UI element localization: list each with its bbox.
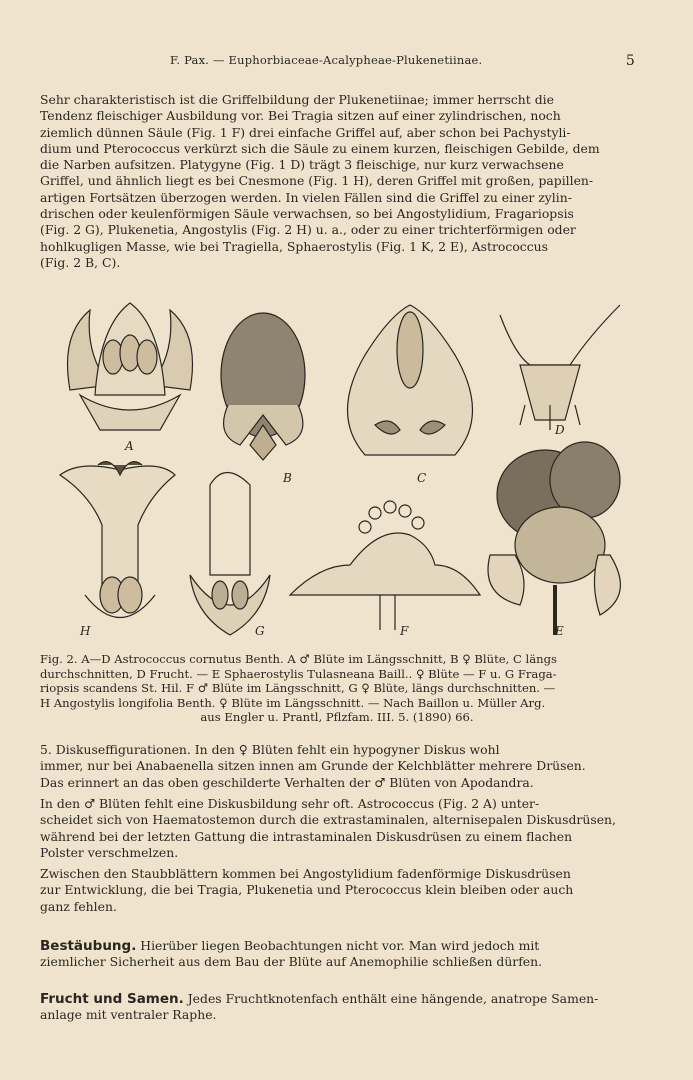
- figure-label-a: A: [125, 439, 134, 453]
- text-line: Jedes Fruchtknotenfach enthält eine hängende, anatrope Samen-: [183, 991, 599, 1006]
- illustration-a: [68, 303, 193, 430]
- text-line: (Fig. 2 G), Plukenetia, Angostylis (Fig. 2 H) u. a., oder zu einer trichterförmigen oder: [40, 222, 576, 238]
- section-diskus-paragraph-3: [40, 866, 634, 915]
- section-diskus-paragraph-1: [40, 742, 634, 791]
- frucht-paragraph: [40, 991, 634, 1024]
- text-line: zur Entwicklung, die bei Tragia, Plukenetia und Pterococcus klein bleiben oder auch: [40, 882, 574, 898]
- text-line: dium und Pterococcus verkürzt sich die Säule zu einem kurzen, fleischigen Gebilde, dem: [40, 140, 600, 156]
- caption-line: H Angostylis longifolia Benth. ♀ Blüte im Längsschnitt. — Nach Baillon u. Müller Arg.: [40, 695, 546, 710]
- text-line: 5. Diskuseffigurationen. In den ♀ Blüten fehlt ein hypogyner Diskus wohl: [40, 742, 500, 757]
- text-line: die Narben aufsitzen. Platygyne (Fig. 1 D) trägt 3 fleischige, nur kurz verwachsene: [40, 157, 564, 173]
- text-line: artigen Fortsätzen überzogen werden. In vielen Fällen sind die Griffel zu einer zylin-: [40, 189, 572, 205]
- illustration-h: [60, 462, 175, 618]
- figure-label-c: C: [417, 471, 427, 485]
- text-line: ziemlicher Sicherheit aus dem Bau der Blüte auf Anemophilie schließen dürfen.: [40, 954, 543, 970]
- figure-label-h: H: [80, 624, 91, 638]
- illustration-c: [348, 305, 473, 455]
- intro-paragraph: [40, 92, 634, 271]
- text-line: In den ♂ Blüten fehlt eine Diskusbildung sehr oft. Astrococcus (Fig. 2 A) unter-: [40, 796, 540, 811]
- figure-label-d: D: [555, 423, 565, 437]
- illustration-e: [488, 442, 620, 635]
- text-line: Das erinnert an das oben geschilderte Verhalten der ♂ Blüten von Apodandra.: [40, 774, 534, 790]
- figure-label-e: E: [555, 624, 564, 638]
- running-head-title: F. Pax. — Euphorbiaceae-Acalypheae-Plukenetiinae.: [170, 53, 483, 67]
- figure-caption: [40, 652, 634, 725]
- text-line: Sehr charakteristisch ist die Griffelbildung der Plukenetiinae; immer herrscht die: [40, 92, 554, 107]
- text-line: drischen oder keulenförmigen Säule verwachsen, so bei Angostylidium, Fragariopsis: [40, 206, 574, 222]
- text-line: Polster verschmelzen.: [40, 844, 179, 860]
- page-number: 5: [625, 53, 635, 69]
- text-line: (Fig. 2 B, C).: [40, 254, 121, 270]
- text-line: ganz fehlen.: [40, 898, 117, 914]
- text-line: immer, nur bei Anabaenella sitzen innen am Grunde der Kelchblätter mehrere Drüsen.: [40, 758, 586, 774]
- illustration-b: [221, 313, 305, 460]
- figure-label-b: B: [283, 471, 292, 485]
- illustration-g: [190, 473, 270, 636]
- caption-line: Fig. 2. A—D Astrococcus cornutus Benth. A ♂ Blüte im Längsschnitt, B ♀ Blüte, C längs: [40, 652, 557, 666]
- figure-label-f: F: [400, 624, 409, 638]
- text-line: Zwischen den Staubblättern kommen bei Angostylidium fadenförmige Diskusdrüsen: [40, 866, 571, 881]
- text-line: scheidet sich von Haematostemon durch die extrastaminalen, alternisepalen Diskusdrüsen,: [40, 812, 616, 828]
- caption-line: aus Engler u. Prantl, Pflzfam. III. 5. (1890) 66.: [200, 710, 474, 725]
- figure-plate: [50, 295, 636, 647]
- text-line: Griffel, und ähnlich liegt es bei Cnesmone (Fig. 1 H), deren Griffel mit großen, papillen-: [40, 173, 594, 189]
- text-line: während bei der letzten Gattung die intrastaminalen Diskusdrüsen zu einem flachen: [40, 828, 573, 844]
- text-line: Hierüber liegen Beobachtungen nicht vor. Man wird jedoch mit: [136, 938, 540, 953]
- text-line: ziemlich dünnen Säule (Fig. 1 F) drei einfache Griffel auf, aber schon bei Pachystyli-: [40, 124, 571, 140]
- text-line: Tendenz fleischiger Ausbildung vor. Bei Tragia sitzen auf einer zylindrischen, noch: [40, 108, 561, 124]
- text-line: hohlkugligen Masse, wie bei Tragiella, Sphaerostylis (Fig. 1 K, 2 E), Astrococcus: [40, 238, 548, 254]
- running-head: [40, 53, 635, 69]
- frucht-heading: Frucht und Samen.: [40, 991, 184, 1007]
- caption-line: riopsis scandens St. Hil. F ♂ Blüte im Längsschnitt, G ♀ Blüte, längs durchschnitten. —: [40, 681, 556, 696]
- bestaeubung-heading: Bestäubung.: [40, 938, 137, 954]
- bestaeubung-paragraph: [40, 938, 634, 971]
- illustration-f: [290, 501, 480, 630]
- text-line: anlage mit ventraler Raphe.: [40, 1007, 217, 1023]
- illustration-d: [500, 305, 620, 430]
- caption-line: durchschnitten, D Frucht. — E Sphaerostylis Tulasneana Baill.. ♀ Blüte — F u. G Fraga-: [40, 666, 557, 681]
- section-diskus-paragraph-2: [40, 796, 634, 861]
- figure-label-g: G: [255, 624, 265, 638]
